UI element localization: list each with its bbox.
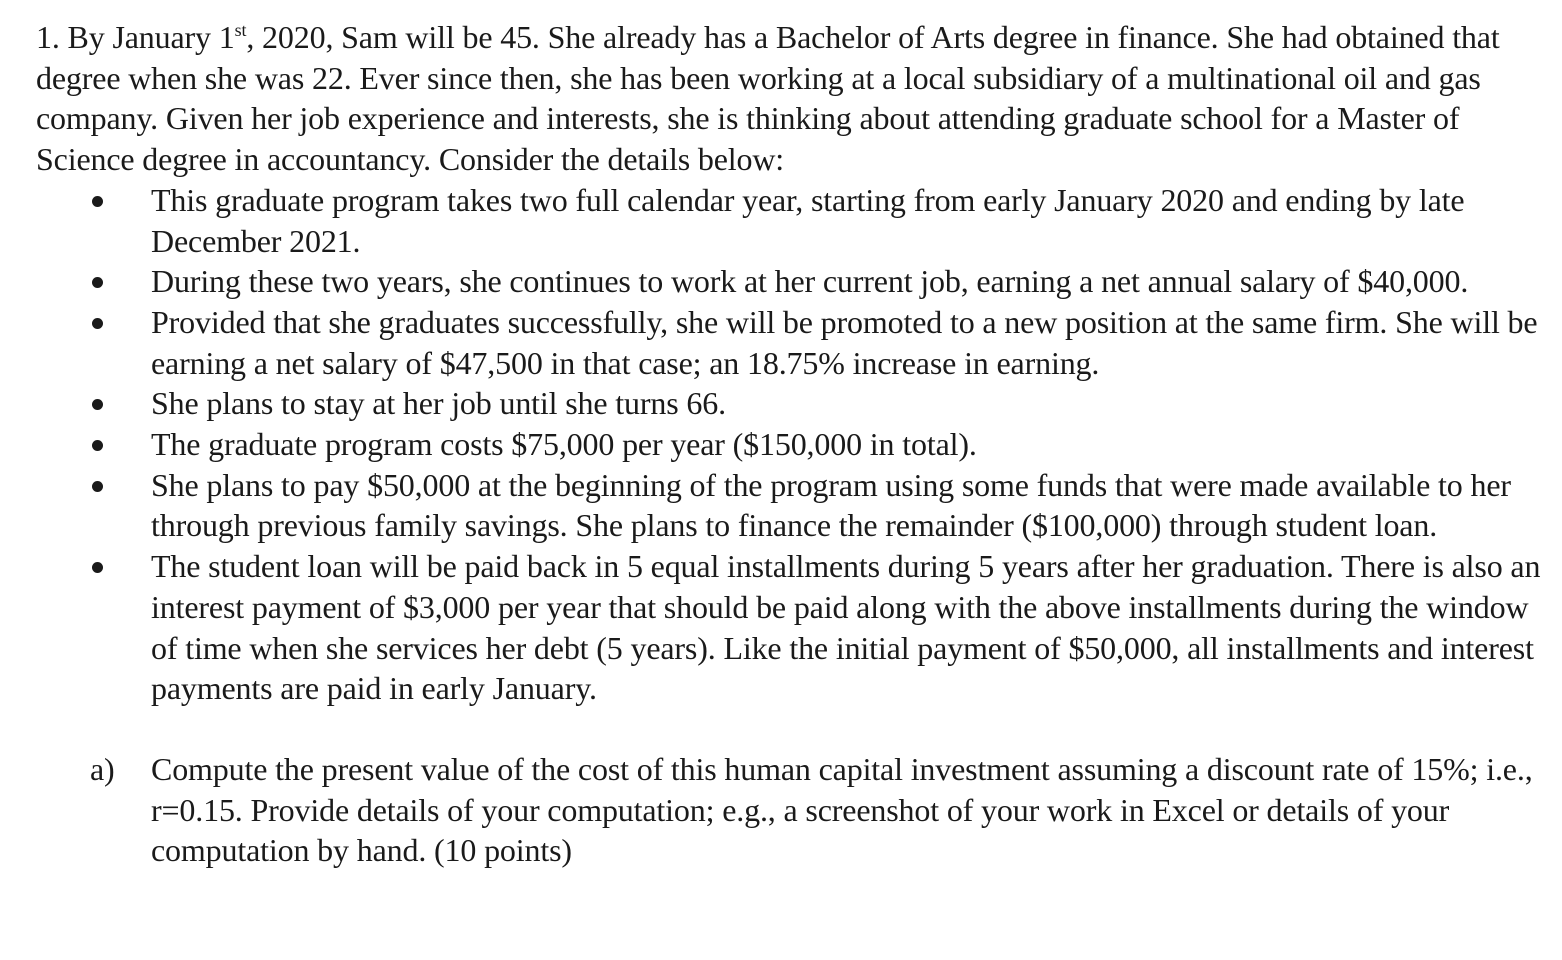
bullet-icon (92, 562, 103, 573)
bullet-text: The graduate program costs $75,000 per year ($150,000 in total). (151, 426, 977, 463)
bullet-text: The student loan will be paid back in 5 equal installments during 5 years after her graduation. There is also an interest payment of $3,000 per year that should be paid along with the above installments during the window of time when she services her debt (5 years). Like the initial payment of $50,000, all installments and interest payments are paid in early January. (151, 548, 1541, 707)
bullet-item (36, 180, 1551, 261)
bullet-text: Provided that she graduates successfully, she will be promoted to a new position at the same firm. She will be earning a net salary of $47,500 in that case; an 18.75% increase in earning. (151, 303, 1538, 381)
bullet-item (36, 424, 1551, 465)
bullet-text: During these two years, she continues to work at her current job, earning a net annual salary of $40,000. (151, 263, 1469, 300)
bullet-item (36, 465, 1551, 546)
bullet-item (36, 383, 1551, 424)
problem-intro (36, 17, 1551, 180)
bullet-item (36, 546, 1551, 709)
bullet-item (36, 261, 1551, 302)
bullet-icon (92, 399, 103, 410)
bullet-text: She plans to stay at her job until she turns 66. (151, 385, 726, 422)
bullet-icon (92, 196, 103, 207)
intro-text-rest: , 2020, Sam will be 45. She already has a Bachelor of Arts degree in finance. She had obtained that degree when she was 22. Ever since then, she has been working at a local subsidiary of a multinational oil and gas company. Given her job experience and interests, she is thinking about attending graduate school for a Master of Science degree in accountancy. Consider the details below: (36, 19, 1500, 178)
question-a-marker: a) (90, 750, 115, 787)
question-a (36, 749, 1551, 871)
bullet-icon (92, 277, 103, 288)
bullet-icon (92, 481, 103, 492)
bullet-icon (92, 318, 103, 329)
document-page (36, 17, 1551, 871)
intro-ordinal-suffix: st (234, 20, 247, 40)
bullet-item (36, 302, 1551, 383)
bullet-icon (92, 440, 103, 451)
bullet-text: This graduate program takes two full calendar year, starting from early January 2020 and ending by late December 2021. (151, 181, 1465, 259)
intro-text-start: 1. By January 1 (36, 19, 235, 55)
question-a-text: Compute the present value of the cost of this human capital investment assuming a discount rate of 15%; i.e., r=0.15. Provide details of your computation; e.g., a screenshot of your work in Excel or details of your computation by hand. (10 points) (151, 750, 1533, 869)
bullet-text: She plans to pay $50,000 at the beginning of the program using some funds that were made available to her through previous family savings. She plans to finance the remainder ($100,000) through student loan. (151, 466, 1511, 544)
detail-bullet-list (36, 180, 1551, 709)
